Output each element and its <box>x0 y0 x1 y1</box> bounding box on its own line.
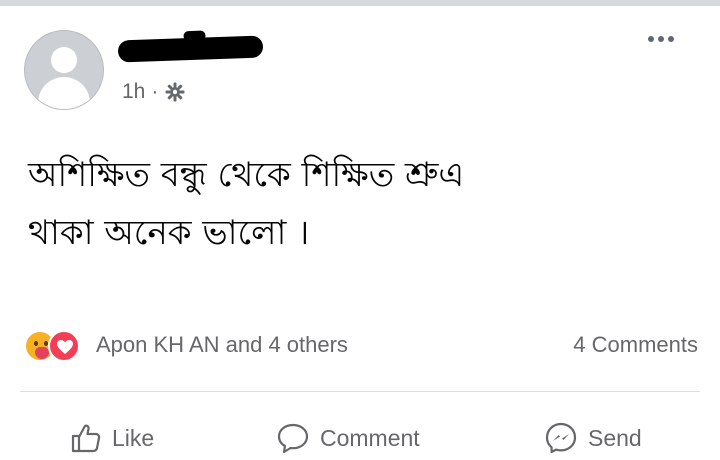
more-options-icon[interactable] <box>648 36 674 42</box>
reaction-icons[interactable] <box>24 330 94 362</box>
reactions-row <box>22 328 698 364</box>
love-reaction-icon <box>48 330 80 362</box>
comments-count[interactable]: 4 Comments <box>573 332 698 357</box>
avatar-shoulders <box>38 77 90 110</box>
action-bar <box>0 416 720 460</box>
send-label: Send <box>588 424 642 451</box>
gear-icon[interactable] <box>164 81 186 103</box>
more-dot <box>648 36 654 42</box>
meta-separator: · <box>151 80 159 103</box>
comment-button[interactable] <box>276 416 420 460</box>
post-time[interactable]: 1h <box>122 80 146 103</box>
avatar[interactable] <box>24 30 104 110</box>
reaction-summary[interactable]: Apon KH AN and 4 others <box>96 332 348 357</box>
post-text-line: থাকা অনেক ভালো । <box>28 213 310 253</box>
send-button[interactable] <box>544 416 642 460</box>
like-label: Like <box>112 424 155 451</box>
post-text <box>28 146 688 262</box>
post-text-line: অশিক্ষিত বন্ধু থেকে শিক্ষিত শ্রুএ <box>28 155 465 195</box>
comment-label: Comment <box>320 424 420 451</box>
more-dot <box>668 36 674 42</box>
more-dot <box>658 36 664 42</box>
messenger-icon <box>544 421 578 455</box>
speech-bubble-icon <box>276 422 310 454</box>
avatar-head <box>51 47 77 73</box>
post-card <box>0 6 720 458</box>
like-button[interactable] <box>70 416 154 460</box>
thumbs-up-icon <box>70 422 102 454</box>
author-name-redacted[interactable] <box>118 35 264 62</box>
post-meta <box>122 80 186 104</box>
divider <box>20 391 700 392</box>
